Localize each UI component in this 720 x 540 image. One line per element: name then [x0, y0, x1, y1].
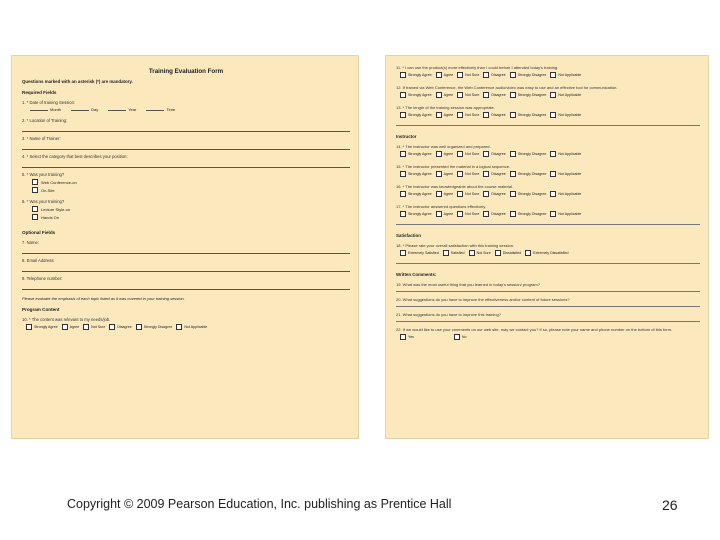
rating-option[interactable]: Disagree [483, 151, 505, 157]
rating-scale [400, 72, 700, 78]
form-page-left [12, 56, 358, 438]
email-field[interactable] [22, 265, 350, 272]
rating-option[interactable]: Disagree [483, 72, 505, 78]
checkbox[interactable] [32, 214, 38, 220]
rating-option[interactable]: Agree [436, 191, 454, 197]
telephone-field[interactable] [22, 283, 350, 290]
location-field[interactable] [22, 125, 350, 132]
rating-option[interactable]: Not Applicable [550, 151, 581, 157]
question-17: 17. * The instructor answered questions effectively. [396, 204, 487, 209]
trainer-name-field[interactable] [22, 143, 350, 150]
satisfaction-option[interactable]: Extremely Dissatisfied [525, 250, 568, 256]
rating-scale [400, 112, 700, 118]
rating-option[interactable]: Strongly Agree [400, 151, 432, 157]
position-field[interactable] [22, 161, 350, 168]
rating-option[interactable]: Strongly Disagree [510, 72, 547, 78]
question-5: 5. * Was your training? [22, 172, 65, 177]
question-9: 9. Telephone number: [22, 276, 63, 281]
rating-scale [400, 211, 700, 217]
rating-scale [400, 92, 700, 98]
rating-option[interactable]: Disagree [483, 191, 505, 197]
name-field[interactable] [22, 247, 350, 254]
rating-option[interactable]: Strongly Agree [400, 211, 432, 217]
question-19: 19. What was the most useful thing that you learned in today's session/ program? [396, 282, 540, 287]
slide-number: 26 [662, 497, 678, 513]
option-hands-on[interactable]: Hands On [32, 214, 350, 220]
rating-option[interactable]: Strongly Disagree [510, 151, 547, 157]
copyright-footer: Copyright © 2009 Pearson Education, Inc. publishing as Prentice Hall [67, 497, 452, 511]
year-field[interactable]: Year [108, 107, 136, 112]
rating-option[interactable]: Disagree [483, 112, 505, 118]
rating-option[interactable]: Not Sure [457, 211, 479, 217]
rating-option[interactable]: Strongly Disagree [510, 211, 547, 217]
divider [396, 263, 700, 264]
question-21: 21. What suggestions do you have to improve this training? [396, 312, 501, 317]
form-page-right [386, 56, 708, 438]
satisfaction-scale [400, 250, 700, 256]
rating-option[interactable]: Not Sure [457, 171, 479, 177]
question-18: 18. * Please rate your overall satisfaction with this training session. [396, 243, 515, 248]
rating-option[interactable]: Not Applicable [550, 72, 581, 78]
program-content-header: Program Content [22, 307, 60, 312]
rating-option[interactable]: Strongly Agree [400, 171, 432, 177]
satisfaction-option[interactable]: Dissatisfied [495, 250, 521, 256]
rating-option[interactable]: Disagree [109, 324, 131, 330]
rating-option[interactable]: Strongly Agree [400, 112, 432, 118]
rating-option[interactable]: Not Sure [457, 72, 479, 78]
checkbox[interactable] [32, 179, 38, 185]
rating-scale [400, 171, 700, 177]
question-2: 2. * Location of Training: [22, 118, 68, 123]
question-15: 15. * The instructor presented the material in a logical sequence. [396, 164, 511, 169]
rating-option[interactable]: Agree [436, 211, 454, 217]
option-web-conference[interactable]: Web Conference-on [32, 179, 350, 185]
rating-option[interactable]: Strongly Disagree [510, 191, 547, 197]
time-field[interactable]: Time [146, 107, 175, 112]
satisfaction-option[interactable]: Not Sure [469, 250, 491, 256]
rating-option[interactable]: Disagree [483, 92, 505, 98]
rating-option[interactable]: Not Sure [457, 112, 479, 118]
divider [396, 224, 700, 225]
rating-option[interactable]: Not Sure [457, 92, 479, 98]
question-3: 3. * Name of Trainer: [22, 136, 61, 141]
divider [396, 291, 700, 292]
yes-no-options [400, 334, 700, 340]
rating-option[interactable]: Strongly Disagree [136, 324, 173, 330]
evaluation-instruction: Please evaluate the emphasis of each topic listed as it was covered in your training session. [22, 296, 185, 301]
satisfaction-header: Satisfaction [396, 233, 421, 238]
instructor-header: Instructor [396, 134, 417, 139]
day-field[interactable]: Day [71, 107, 98, 112]
rating-option[interactable]: Strongly Agree [400, 92, 432, 98]
rating-scale [400, 191, 700, 197]
rating-option[interactable]: Not Applicable [550, 171, 581, 177]
checkbox[interactable] [32, 187, 38, 193]
month-field[interactable]: Month [30, 107, 61, 112]
rating-scale [26, 324, 350, 330]
yes-option[interactable]: Yes [400, 334, 414, 340]
date-time-fields [30, 107, 350, 112]
required-fields-header: Required Fields [22, 90, 57, 95]
rating-option[interactable]: Agree [436, 92, 454, 98]
rating-option[interactable]: Not Applicable [550, 191, 581, 197]
written-comments-header: Written Comments: [396, 272, 437, 277]
rating-option[interactable]: Not Sure [457, 191, 479, 197]
rating-option[interactable]: Not Applicable [176, 324, 207, 330]
divider [396, 321, 700, 322]
rating-option[interactable]: Not Applicable [550, 211, 581, 217]
form-title: Training Evaluation Form [148, 68, 224, 75]
divider [396, 125, 700, 126]
option-on-site[interactable]: On-Site [32, 187, 350, 193]
question-4: 4. * Select the category that best describes your position: [22, 154, 128, 159]
rating-scale [400, 151, 700, 157]
rating-option[interactable]: Agree [436, 112, 454, 118]
rating-option[interactable]: Strongly Disagree [510, 171, 547, 177]
question-12: 12. If trained via Web Conference, the Web Conference audio/video was easy to use and an effective tool for communication. [396, 85, 618, 90]
rating-option[interactable]: Strongly Agree [26, 324, 58, 330]
rating-option[interactable]: Strongly Agree [400, 191, 432, 197]
rating-option[interactable]: Agree [436, 151, 454, 157]
satisfaction-option[interactable]: Satisfied [443, 250, 465, 256]
rating-option[interactable]: Agree [436, 171, 454, 177]
question-10: 10. * The content was relevant to my needs/job. [22, 317, 111, 322]
question-11: 11. * I can use the product(s) more effectively than I could before I attended today's training. [396, 65, 559, 70]
mandatory-note: Questions marked with an asterisk (*) are mandatory. [22, 79, 133, 84]
checkbox[interactable] [32, 206, 38, 212]
rating-option[interactable]: Agree [62, 324, 80, 330]
question-22: 22. If we would like to use your comments on our web site, may we contact you? If so, please note your name and phone number on the bottom of this form. [396, 327, 673, 332]
rating-option[interactable]: Disagree [483, 171, 505, 177]
question-6: 6. * Was your training? [22, 199, 65, 204]
rating-option[interactable]: Not Applicable [550, 92, 581, 98]
question-13: 13. * The length of the training session was appropriate. [396, 105, 495, 110]
question-7: 7. Name: [22, 240, 39, 245]
question-20: 20. What suggestions do you have to improve the effectiveness and/or content of future sessions? [396, 297, 570, 302]
question-8: 8. Email Address: [22, 258, 55, 263]
no-option[interactable]: No [454, 334, 467, 340]
rating-option[interactable]: Not Sure [457, 151, 479, 157]
rating-option[interactable]: Disagree [483, 211, 505, 217]
rating-option[interactable]: Strongly Agree [400, 72, 432, 78]
option-lecture-style[interactable]: Lecture Style-on [32, 206, 350, 212]
question-16: 16. * The instructor was knowledgeable about the course material. [396, 184, 514, 189]
satisfaction-option[interactable]: Extremely Satisfied [400, 250, 439, 256]
question-1: 1. * Date of training Session: [22, 100, 76, 105]
rating-option[interactable]: Agree [436, 72, 454, 78]
rating-option[interactable]: Strongly Disagree [510, 112, 547, 118]
rating-option[interactable]: Not Applicable [550, 112, 581, 118]
divider [396, 306, 700, 307]
question-14: 14. * The instructor was well organized and prepared. [396, 144, 491, 149]
rating-option[interactable]: Strongly Disagree [510, 92, 547, 98]
optional-fields-header: Optional Fields [22, 230, 56, 235]
rating-option[interactable]: Not Sure [83, 324, 105, 330]
